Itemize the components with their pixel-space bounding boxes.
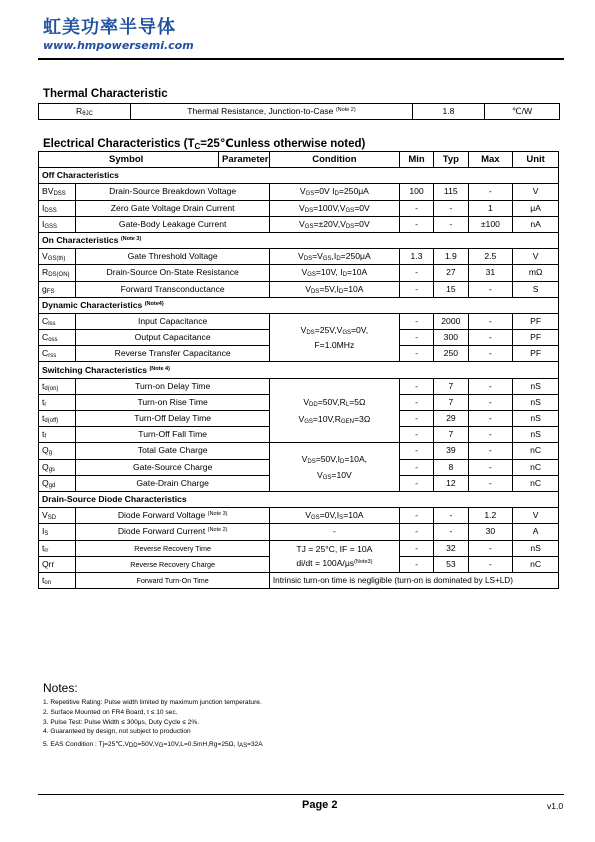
min-cell: - <box>399 443 433 459</box>
typ-cell: 39 <box>434 443 468 459</box>
company-url: www.hmpowersemi.com <box>43 39 194 52</box>
note-item: 5. EAS Condition : $Tj=25℃,V_{DD}=50V,V_G=10V,L=0.5mH,Rg=25\Omega$, $I_{AS}=32A$ <box>43 741 263 750</box>
header-rule <box>38 58 564 60</box>
symbol-cell: $V_{SD}$ <box>39 508 76 524</box>
min-cell: - <box>399 556 433 572</box>
parameter-cell: Turn-on Delay Time <box>76 378 269 394</box>
typ-cell: 1.9 <box>434 249 468 265</box>
unit-cell: V <box>513 249 559 265</box>
max-cell: - <box>468 184 513 200</box>
unit-cell: V <box>513 508 559 524</box>
symbol-cell: $I_{GSS}$ <box>39 216 76 232</box>
max-cell: - <box>468 330 513 346</box>
min-cell: - <box>399 330 433 346</box>
symbol-cell: $t_{on}$ <box>39 572 76 588</box>
parameter-cell: Diode Forward Current $^{(Note 2)}$ <box>76 524 269 540</box>
table-row <box>39 216 559 232</box>
max-cell: - <box>468 443 513 459</box>
symbol-cell: Qrr <box>39 556 76 572</box>
condition-cell: $V_{DS}=V_{GS},I_D=250\mu A$ <box>269 249 399 265</box>
note-item: 3. Pulse Test: Pulse Width ≤ 300μs, Duty Cycle ≤ 2%. <box>43 718 200 726</box>
table-row <box>39 540 559 556</box>
symbol-cell: $Q_g$ <box>39 443 76 459</box>
condition-cell: TJ = 25°C, IF = 10A $di/dt = 100A/\mu s^{(Note3)}$ <box>269 540 399 572</box>
table-row <box>39 443 559 459</box>
unit-cell: nS <box>513 427 559 443</box>
condition-header: Condition <box>269 152 399 168</box>
min-cell: - <box>399 200 433 216</box>
unit-cell: nC <box>513 459 559 475</box>
symbol-cell: $R_{DS(ON)}$ <box>39 265 76 281</box>
page-number: Page 2 <box>302 799 338 811</box>
min-cell: - <box>399 411 433 427</box>
parameter-cell: Input Capacitance <box>76 313 269 329</box>
typ-cell: 7 <box>434 394 468 410</box>
note-item: 1. Repetitive Rating: Pulse width limited by maximum junction temperature. <box>43 699 262 706</box>
symbol-cell: $Q_{gd}$ <box>39 475 76 491</box>
condition-cell: $V_{GS}=\pm 20V,V_{DS}=0V$ <box>269 216 399 232</box>
table-header-row <box>39 152 559 168</box>
symbol-cell: $t_f$ <box>39 427 76 443</box>
symbol-cell: $t_r$ <box>39 394 76 410</box>
parameter-cell: Gate Threshold Voltage <box>76 249 269 265</box>
parameter-cell: Diode Forward Voltage $^{(Note 3)}$ <box>76 508 269 524</box>
unit-cell: μA <box>513 200 559 216</box>
section-row <box>39 362 559 378</box>
parameter-cell: Reverse Recovery Charge <box>76 556 269 572</box>
min-cell: - <box>399 281 433 297</box>
parameter-cell: Output Capacitance <box>76 330 269 346</box>
thermal-parameter: Thermal Resistance, Junction-to-Case $^{(Note 2)}$ <box>131 104 413 120</box>
symbol-cell: $C_{lss}$ <box>39 313 76 329</box>
table-row <box>39 249 559 265</box>
min-cell: - <box>399 540 433 556</box>
parameter-cell: Turn-on Rise Time <box>76 394 269 410</box>
max-cell: 31 <box>468 265 513 281</box>
min-cell: - <box>399 265 433 281</box>
min-cell: - <box>399 508 433 524</box>
unit-cell: PF <box>513 330 559 346</box>
section-row <box>39 297 559 313</box>
section-title: Off Characteristics <box>39 168 559 184</box>
typ-cell: 2000 <box>434 313 468 329</box>
typ-cell: 53 <box>434 556 468 572</box>
notes-block <box>43 681 263 750</box>
parameter-cell: Total Gate Charge <box>76 443 269 459</box>
unit-cell: nC <box>513 443 559 459</box>
parameter-cell: Drain-Source Breakdown Voltage <box>76 184 269 200</box>
typ-cell: 8 <box>434 459 468 475</box>
parameter-cell: Drain-Source On-State Resistance <box>76 265 269 281</box>
typ-cell: 15 <box>434 281 468 297</box>
symbol-cell: $C_{rss}$ <box>39 346 76 362</box>
max-cell: - <box>468 556 513 572</box>
unit-cell: nA <box>513 216 559 232</box>
table-row <box>39 524 559 540</box>
condition-cell: $V_{GS}=10V$, $I_D=10A$ <box>269 265 399 281</box>
min-cell: - <box>399 524 433 540</box>
unit-cell: nC <box>513 475 559 491</box>
table-row <box>39 378 559 394</box>
unit-cell: A <box>513 524 559 540</box>
thermal-table <box>38 103 560 120</box>
parameter-cell: Zero Gate Voltage Drain Current <box>76 200 269 216</box>
thermal-unit: ℃/W <box>485 104 560 120</box>
unit-cell: PF <box>513 346 559 362</box>
min-cell: - <box>399 427 433 443</box>
parameter-cell: Turn-Off Delay Time <box>76 411 269 427</box>
parameter-cell: Gate-Body Leakage Current <box>76 216 269 232</box>
min-cell: - <box>399 346 433 362</box>
notes-title: Notes: <box>43 681 78 695</box>
table-row <box>39 184 559 200</box>
typ-cell: - <box>434 216 468 232</box>
typ-cell: 115 <box>434 184 468 200</box>
section-row <box>39 168 559 184</box>
section-title: Dynamic Characteristics $^{(Note4)}$ <box>39 297 559 313</box>
max-cell: - <box>468 346 513 362</box>
unit-cell: PF <box>513 313 559 329</box>
typ-cell: 7 <box>434 378 468 394</box>
typ-cell: - <box>434 200 468 216</box>
typ-cell: 250 <box>434 346 468 362</box>
symbol-cell: $BV_{DSS}$ <box>39 184 76 200</box>
condition-cell: $V_{DS}=50V,I_D=10A$, $V_{GS}=10V$ <box>269 443 399 492</box>
table-row <box>39 265 559 281</box>
symbol-header <box>39 152 270 168</box>
min-header: Min <box>399 152 433 168</box>
section-row <box>39 232 559 248</box>
parameter-cell: Gate-Drain Charge <box>76 475 269 491</box>
condition-cell: $V_{GS}=0V,I_S=10A$ <box>269 508 399 524</box>
turn-on-note: Intrinsic turn-on time is negligible (turn-on is dominated by LS+LD) <box>269 572 558 588</box>
typ-cell: 300 <box>434 330 468 346</box>
max-cell: - <box>468 427 513 443</box>
table-row <box>39 200 559 216</box>
table-row <box>39 313 559 329</box>
min-cell: - <box>399 394 433 410</box>
condition-cell: - <box>269 524 399 540</box>
max-cell: - <box>468 378 513 394</box>
unit-cell: S <box>513 281 559 297</box>
unit-cell: V <box>513 184 559 200</box>
section-title: On Characteristics $^{(Note 3)}$ <box>39 232 559 248</box>
parameter-cell: Gate-Source Charge <box>76 459 269 475</box>
section-row <box>39 491 559 507</box>
symbol-cell: $g_{FS}$ <box>39 281 76 297</box>
symbol-header-label: Symbol <box>109 154 144 165</box>
thermal-row <box>39 104 560 120</box>
typ-cell: 32 <box>434 540 468 556</box>
note-item: 2. Surface Mounted on FR4 Board, t ≤ 10 sec. <box>43 708 178 716</box>
symbol-cell: $V_{GS(th)}$ <box>39 249 76 265</box>
typ-cell: 27 <box>434 265 468 281</box>
max-cell: - <box>468 313 513 329</box>
table-row <box>39 508 559 524</box>
thermal-symbol: $R_{\theta JC}$ <box>39 104 131 120</box>
parameter-cell: Reverse Recovery Time <box>76 540 269 556</box>
max-cell: 1 <box>468 200 513 216</box>
company-name-cn: 虹美功率半导体 <box>43 17 176 38</box>
parameter-cell: Reverse Transfer Capacitance <box>76 346 269 362</box>
parameter-cell: Forward Transconductance <box>76 281 269 297</box>
typ-cell: - <box>434 524 468 540</box>
footer-rule <box>38 794 564 795</box>
unit-cell: nC <box>513 556 559 572</box>
max-cell: 2.5 <box>468 249 513 265</box>
section-title: Switching Characteristics $^{(Note 4)}$ <box>39 362 559 378</box>
typ-header: Typ <box>434 152 468 168</box>
max-cell: ±100 <box>468 216 513 232</box>
note-item: 4. Guaranteed by design, not subject to production <box>43 728 191 736</box>
typ-cell: - <box>434 508 468 524</box>
notes-list <box>43 698 263 750</box>
min-cell: - <box>399 313 433 329</box>
unit-cell: nS <box>513 378 559 394</box>
min-cell: 100 <box>399 184 433 200</box>
thermal-value: 1.8 <box>413 104 485 120</box>
symbol-cell: $t_{d(on)}$ <box>39 378 76 394</box>
typ-cell: 12 <box>434 475 468 491</box>
max-cell: - <box>468 540 513 556</box>
company-logo <box>43 18 194 53</box>
typ-cell: 7 <box>434 427 468 443</box>
symbol-cell: $t_{d(off)}$ <box>39 411 76 427</box>
min-cell: - <box>399 459 433 475</box>
max-cell: - <box>468 475 513 491</box>
header-divider <box>218 152 219 168</box>
condition-cell: $V_{DS}=25V,V_{GS}=0V$, F=1.0MHz <box>269 313 399 362</box>
condition-cell: $V_{DS}=5V,I_D=10A$ <box>269 281 399 297</box>
symbol-cell: $Q_{gs}$ <box>39 459 76 475</box>
max-cell: 1.2 <box>468 508 513 524</box>
condition-cell: $V_{DD}=50V,R_L=5\Omega$ $V_{GS}=10V,R_{GEN}=3\Omega$ <box>269 378 399 443</box>
unit-header: Unit <box>513 152 559 168</box>
symbol-cell: $I_{DSS}$ <box>39 200 76 216</box>
unit-cell: nS <box>513 394 559 410</box>
table-row <box>39 572 559 588</box>
max-cell: 30 <box>468 524 513 540</box>
max-cell: - <box>468 459 513 475</box>
max-cell: - <box>468 281 513 297</box>
electrical-section-title: Electrical Characteristics ($T_C=25℃unless$ otherwise noted) <box>43 138 366 151</box>
max-cell: - <box>468 411 513 427</box>
parameter-cell: Turn-Off Fall Time <box>76 427 269 443</box>
symbol-cell: $t_{rr}$ <box>39 540 76 556</box>
parameter-cell: Forward Turn-On Time <box>76 572 269 588</box>
table-row <box>39 281 559 297</box>
parameter-header-label: Parameter <box>222 154 269 165</box>
unit-cell: nS <box>513 540 559 556</box>
symbol-cell: $I_S$ <box>39 524 76 540</box>
thermal-section-title: Thermal Characteristic <box>43 88 168 100</box>
unit-cell: nS <box>513 411 559 427</box>
electrical-table <box>38 151 559 589</box>
condition-cell: $V_{DS}=100V,V_{GS}=0V$ <box>269 200 399 216</box>
min-cell: - <box>399 216 433 232</box>
max-cell: - <box>468 394 513 410</box>
min-cell: - <box>399 475 433 491</box>
section-title: Drain-Source Diode Characteristics <box>39 491 559 507</box>
max-header: Max <box>468 152 513 168</box>
min-cell: - <box>399 378 433 394</box>
condition-cell: $V_{GS}=0V$ $I_D=250\mu A$ <box>269 184 399 200</box>
symbol-cell: $C_{oss}$ <box>39 330 76 346</box>
min-cell: 1.3 <box>399 249 433 265</box>
version-label: v1.0 <box>547 801 564 811</box>
unit-cell: mΩ <box>513 265 559 281</box>
typ-cell: 29 <box>434 411 468 427</box>
